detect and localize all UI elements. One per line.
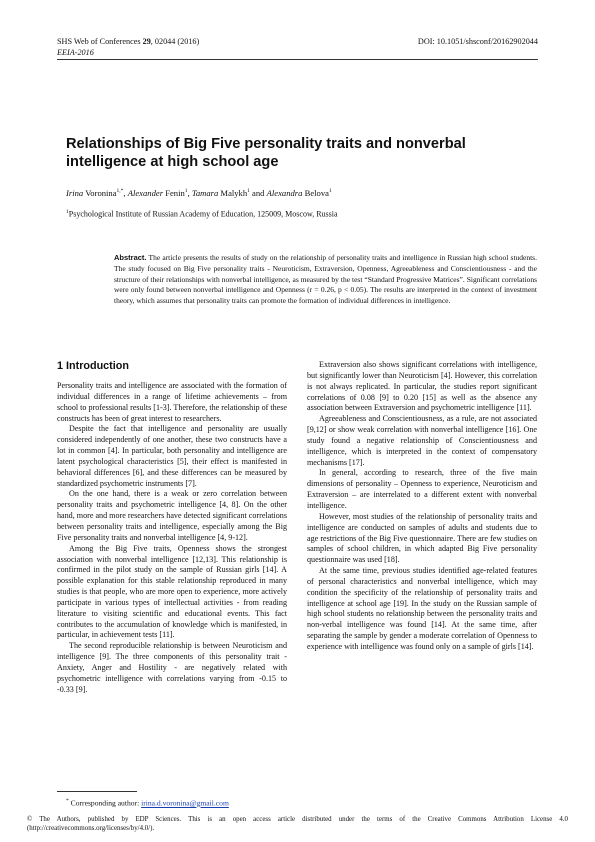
license-notice: © The Authors, published by EDP Sciences. This is an open access article distributed under the terms of the Creative Commons Attribution License 4.0 (http://creativecommons.org/licenses/by/4.0/). (27, 816, 568, 833)
journal-line (57, 36, 199, 47)
abstract-text: The article presents the results of study on the relationship of personality traits and intelligence in Russian high school students. The study focused on Big Five personality traits - Neuroticism, Extraversion, Openness, Agreeableness and Conscientiousness - and the structure of their relationships with nonverbal intelligence, as measured by the test “Standard Progressive Matrices”. Significant correlations were only found between nonverbal intelligence and Openness (r = 0.26, p < 0.05). The results are interpreted in the context of investment theory, which assumes that personality traits can promote the formation of individual differences in intelligence. (114, 253, 537, 306)
running-header-left (57, 36, 199, 58)
author: Alexandra Belova$^1$ (266, 187, 332, 198)
doi: DOI: 10.1051/shsconf/20162902044 (417, 37, 538, 46)
paragraph: Extraversion also shows significant correlations with intelligence, but significantly lower than Neuroticism [4]. However, this correlation is not always replicated. In particular, the studies report significant correlations of 0.08 [9] to 0.20 [15] as well as the absence any association between Extraversion and psychometric intelligence [11]. (307, 360, 537, 413)
column-right (307, 360, 537, 653)
journal-volume: 29 (142, 37, 151, 46)
affiliation: $^1$Psychological Institute of Russian Academy of Education, 125009, Moscow, Russia (66, 209, 338, 219)
author: Alexander Fenin$^1$, (127, 187, 192, 198)
corresponding-author-footnote: * Corresponding author: irina.d.voronina@gmail.com (66, 798, 229, 808)
footnote-divider (57, 791, 137, 792)
paragraph: On the one hand, there is a weak or zero correlation between personality traits and psychometric intelligence [4, 8]. On the other hand, more and more researchers have detected significant correlations between personality traits and intelligence, especially among the Big Five personality traits and nonverbal intelligence [4, 9-12]. (57, 489, 287, 542)
column-left (57, 360, 287, 695)
author: Irina Voronina$^{1,*}$, (66, 187, 128, 198)
author: Tamara Malykh$^1$ and (191, 187, 267, 198)
paragraph: Among the Big Five traits, Openness shows the strongest association with nonverbal intelligence [12,13]. This relationship is confirmed in the pilot study on the sample of Russian girls [14]. A possible explanation for this stable relationship reproduced in many studies is that people, who are more open to experience, more actively participate in various types of intellectual activities - from reading literature to visiting scientific and educational events. This fact contributes to the accumulation of knowledge which is manifested, in particular, in achievement tests [11]. (57, 543, 287, 640)
abstract (114, 253, 537, 307)
section-heading: 1 Introduction (57, 360, 129, 372)
paper-title: Relationships of Big Five personality traits and nonverbal intelligence at high school age (66, 136, 466, 170)
paragraph: The second reproducible relationship is between Neuroticism and intelligence [9]. The three components of this personality trait - Anxiety, Anger and Hostility - are negatively related with psychometric intelligence with correlations varying from -0.15 to -0.33 [9]. (57, 641, 287, 694)
author-list (66, 186, 332, 199)
paragraph: However, most studies of the relationship of personality traits and intelligence are conducted on samples of adults and students due to age restrictions of the Big Five questionnaire. There are few studies on samples of school children, in which adapted Big Five personality questionnaire was used [18]. (307, 511, 537, 565)
author-email-link[interactable]: irina.d.voronina@gmail.com (141, 798, 229, 808)
header-divider (57, 59, 538, 60)
abstract-label: Abstract. (114, 253, 147, 262)
paragraph: In general, according to research, three of the five main dimensions of personality – Openness to experience, Neuroticism and Extraversion – are interrelated to a different extent with nonverbal intelligence. (307, 468, 537, 510)
paragraph: Agreeableness and Conscientiousness, as a rule, are not associated [9,12] or show weak correlation with nonverbal intelligence [16]. One study found a negative relationship of Conscientiousness and intelligence, which is interpreted in the context of compensatory mechanisms [17]. (307, 414, 537, 467)
paragraph: Despite the fact that intelligence and personality are usually considered independently of one another, these two constructs have a lot in common [4]. In particular, both personality and intelligence are latent psychological characteristics [5], their effect is manifested in behavioral differences [6], and these differences can be measured by standardized psychometric instruments [7]. (57, 424, 287, 488)
paragraph: Personality traits and intelligence are associated with the formation of individual differences in a range of lifetime achievements – from school to professional results [1-3]. Therefore, the relationship of these constructs has been of great interest to researchers. (57, 381, 287, 423)
journal-name: SHS Web of Conferences (57, 37, 141, 46)
article-info: , 02044 (2016) (150, 37, 200, 46)
conference-name: EEIA-2016 (57, 48, 94, 57)
paragraph: At the same time, previous studies identified age-related features of personal characteristics and nonverbal intelligence, which may condition the specificity of the relationship of personality traits and intelligence at school age [19]. In the study on the Russian sample of high school students no relationship between the personality traits and non-verbal intelligence was found [14]. At the same time, after separating the sample by gender a moderate correlation of Openness to experience with intelligence was found only on a sample of girls [14]. (307, 566, 537, 651)
